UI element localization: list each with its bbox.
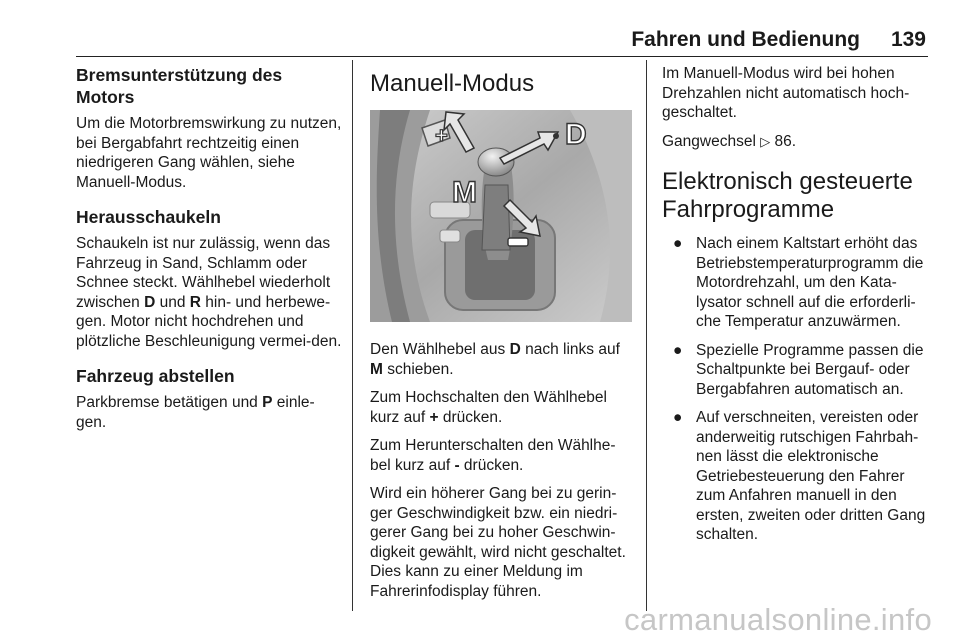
page-reference-icon: ▷ [760,134,771,150]
figure-label-minus [508,238,528,246]
list-item: ● Auf verschneiten, vereisten oder anderweitig rutschigen Fahrbah-nen lässt die elektronische Getriebesteuerung den Fahrer zum Anfahren manuell in den ersten, zweiten oder dritten Gang schalten. [673,409,926,543]
page-number: 139 [890,28,926,51]
gear-selector-illustration [370,110,632,322]
drive-programs-list [662,234,928,545]
paragraph-parking: Parkbremse betätigen und P einle-gen. [76,394,315,431]
bullet-icon: ● [673,409,683,426]
column-middle [370,64,634,610]
paragraph-gear-change-ref: Gangwechsel ▷ 86. [662,132,797,150]
paragraph-rocking: Schaukeln ist nur zulässig, wenn das Fahrzeug in Sand, Schlamm oder Schnee steckt. Wählhebel wiederholt zwischen D und R hin- und herbewe-gen. Motor nicht hochdrehen und plötzliche Beschleunigung vermei-den. [76,235,342,350]
bullet-icon: ● [673,235,683,252]
figure-label-d: D [565,118,587,151]
column-left [76,64,342,446]
paragraph-gear-warning: Wird ein höherer Gang bei zu gerin-ger Geschwindigkeit bzw. ein niedri-gerer Gang bei zu hoher Geschwin-digkeit gewählt, wird nicht geschaltet. Dies kann zu einer Meldung im Fahrerinfodisplay führen. [370,485,626,600]
watermark: carmanualsonline.info [624,602,932,637]
column-divider-1 [352,60,353,611]
list-item: ● Nach einem Kaltstart erhöht das Betriebstemperaturprogramm die Motordrehzahl, um den Kata-lysator schnell auf die erforderli-che Temperatur anzuwärmen. [673,235,924,330]
paragraph-no-auto-upshift: Im Manuell-Modus wird bei hohen Drehzahlen nicht automatisch hoch-geschaltet. [662,65,910,121]
paragraph-upshift: Zum Hochschalten den Wählhebel kurz auf + drücken. [370,389,607,426]
paragraph-downshift: Zum Herunterschalten den Wählhe-bel kurz auf - drücken. [370,437,616,474]
paragraph-engine-brake: Um die Motorbremswirkung zu nutzen, bei Bergabfahrt rechtzeitig einen niedrigeren Gang wählen, siehe Manuell-Modus. [76,115,342,191]
section-heading-rocking: Herausschaukeln [76,207,221,227]
paragraph-select-m: Den Wählhebel aus D nach links auf M schieben. [370,341,620,378]
column-right [662,64,928,554]
column-divider-2 [646,60,647,611]
running-header-title: Fahren und Bedienung [631,28,860,51]
bullet-icon: ● [673,341,683,359]
figure-label-m: M [452,176,477,209]
figure-label-plus: + [435,123,448,148]
list-item: ● Spezielle Programme passen die Schaltpunkte bei Bergauf- oder Bergabfahren automatisch an. [673,341,924,398]
section-heading-engine-brake: Bremsunterstützung des Motors [76,65,283,107]
section-heading-manual-mode: Manuell-Modus [370,70,535,97]
section-heading-parking: Fahrzeug abstellen [76,366,235,386]
section-heading-drive-programs: Elektronisch gesteuerte Fahrprogramme [662,168,913,223]
header-rule [76,56,928,57]
